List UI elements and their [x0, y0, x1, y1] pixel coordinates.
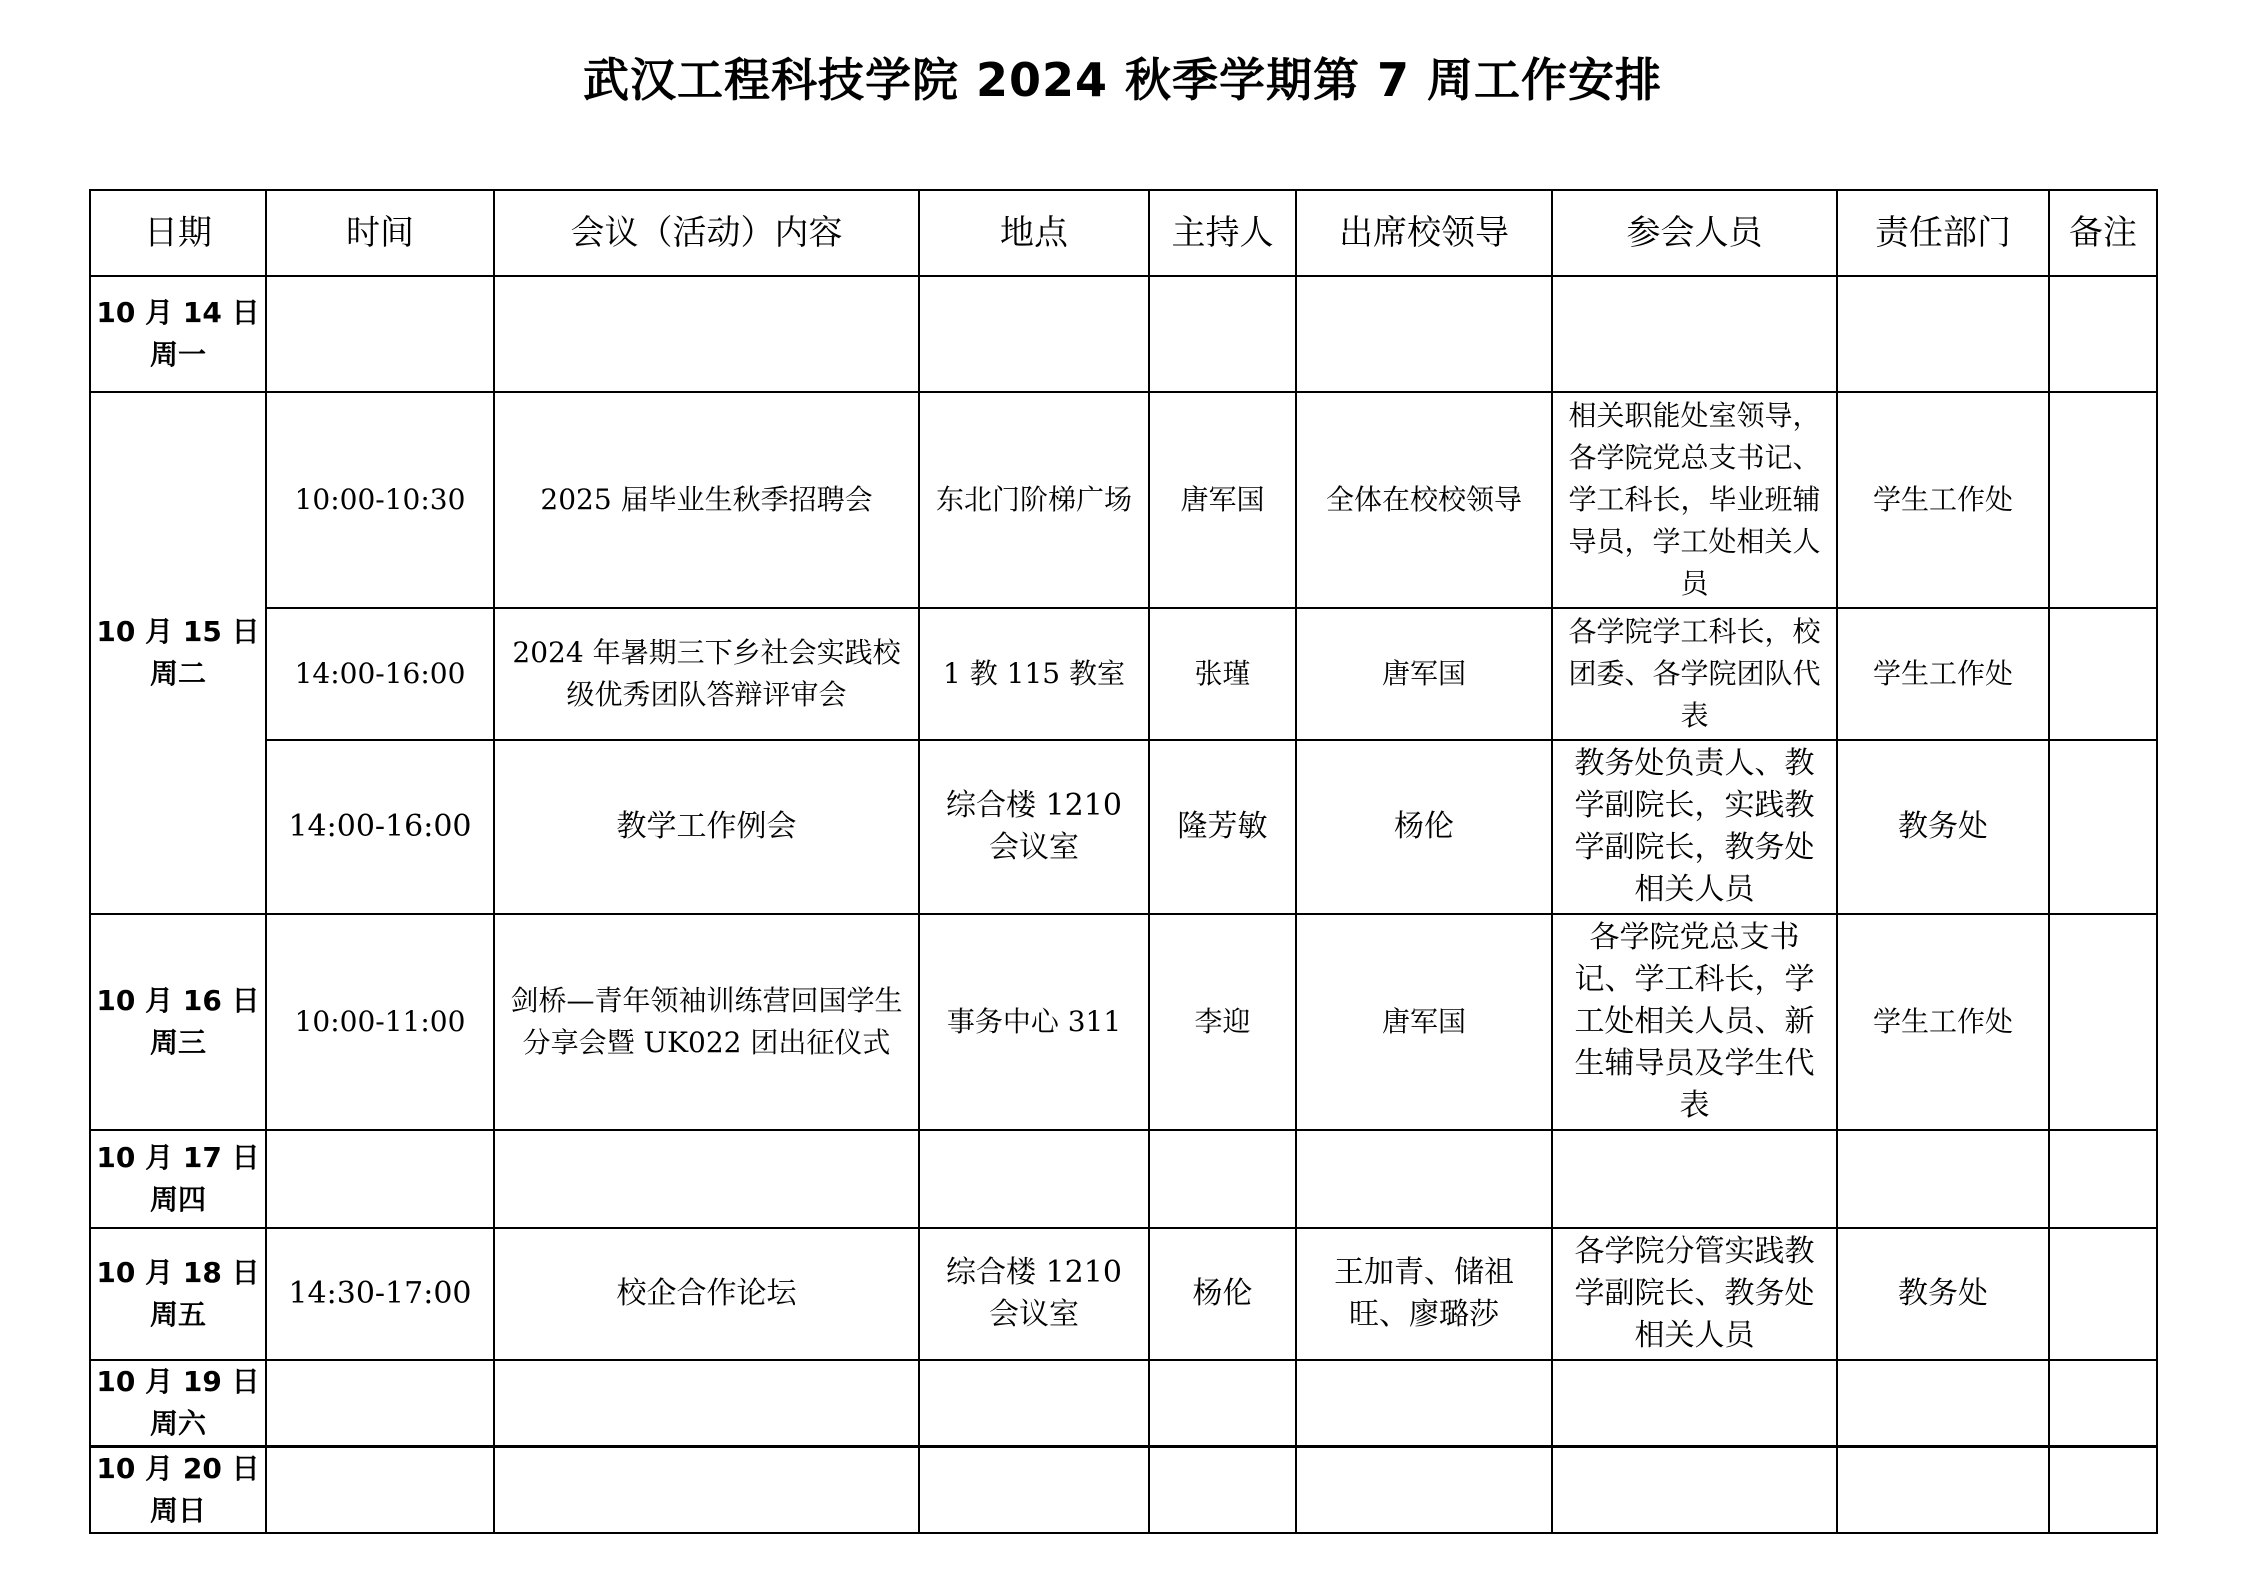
note-cell: [2049, 1228, 2157, 1360]
host-cell: 唐军国: [1149, 392, 1296, 608]
header-department: 责任部门: [1837, 190, 2049, 276]
time-cell: [266, 1360, 494, 1446]
header-attendees: 参会人员: [1552, 190, 1837, 276]
date-text: 10 月 14 日: [96, 296, 260, 329]
attendees-cell: 教务处负责人、教学副院长，实践教学副院长，教务处相关人员: [1552, 740, 1837, 914]
table-row: [90, 1447, 2157, 1533]
weekday-text: 周一: [149, 338, 206, 371]
time-cell: 14:00-16:00: [266, 740, 494, 914]
note-cell: [2049, 392, 2157, 608]
weekday-text: 周五: [149, 1298, 206, 1331]
attendees-cell: 各学院党总支书记、学工科长，学工处相关人员、新生辅导员及学生代表: [1552, 914, 1837, 1130]
time-cell: [266, 276, 494, 392]
place-cell: [919, 1447, 1149, 1533]
date-text: 10 月 15 日: [96, 615, 260, 648]
weekday-text: 周四: [149, 1183, 206, 1216]
department-cell: 学生工作处: [1837, 914, 2049, 1130]
leaders-cell: 唐军国: [1296, 608, 1552, 740]
date-text: 10 月 17 日: [96, 1141, 260, 1174]
content-cell: 校企合作论坛: [494, 1228, 919, 1360]
time-cell: [266, 1130, 494, 1228]
header-host: 主持人: [1149, 190, 1296, 276]
table-row: [90, 914, 2157, 1130]
department-cell: [1837, 1130, 2049, 1228]
note-cell: [2049, 608, 2157, 740]
table-row: [90, 1130, 2157, 1228]
date-cell: [90, 1130, 266, 1228]
leaders-cell: 唐军国: [1296, 914, 1552, 1130]
attendees-cell: [1552, 1360, 1837, 1446]
host-cell: [1149, 1360, 1296, 1446]
weekday-text: 周六: [149, 1407, 206, 1440]
host-cell: 隆芳敏: [1149, 740, 1296, 914]
leaders-cell: [1296, 1447, 1552, 1533]
table-row: [90, 1360, 2157, 1446]
department-cell: [1837, 276, 2049, 392]
weekday-text: 周日: [149, 1494, 206, 1527]
date-text: 10 月 16 日: [96, 984, 260, 1017]
schedule-table-sunday: [89, 1446, 2158, 1534]
date-cell: [90, 1228, 266, 1360]
content-cell: [494, 1130, 919, 1228]
host-cell: [1149, 1130, 1296, 1228]
content-cell: [494, 276, 919, 392]
content-cell: 2024 年暑期三下乡社会实践校级优秀团队答辩评审会: [494, 608, 919, 740]
header-leaders: 出席校领导: [1296, 190, 1552, 276]
leaders-cell: 王加青、储祖旺、廖璐莎: [1296, 1228, 1552, 1360]
leaders-cell: 杨伦: [1296, 740, 1552, 914]
time-cell: 14:30-17:00: [266, 1228, 494, 1360]
date-cell: [90, 1447, 266, 1533]
department-cell: 教务处: [1837, 740, 2049, 914]
attendees-cell: [1552, 1130, 1837, 1228]
host-cell: [1149, 1447, 1296, 1533]
date-cell: [90, 914, 266, 1130]
content-cell: 剑桥—青年领袖训练营回国学生分享会暨 UK022 团出征仪式: [494, 914, 919, 1130]
department-cell: 学生工作处: [1837, 608, 2049, 740]
header-date: 日期: [90, 190, 266, 276]
date-text: 10 月 19 日: [96, 1365, 260, 1398]
date-cell: [90, 1360, 266, 1446]
schedule-table: [89, 189, 2158, 1447]
attendees-cell: 各学院分管实践教学副院长、教务处相关人员: [1552, 1228, 1837, 1360]
note-cell: [2049, 1130, 2157, 1228]
time-cell: 10:00-11:00: [266, 914, 494, 1130]
note-cell: [2049, 1447, 2157, 1533]
place-cell: [919, 1130, 1149, 1228]
place-cell: 事务中心 311: [919, 914, 1149, 1130]
header-row: [90, 190, 2157, 276]
host-cell: 李迎: [1149, 914, 1296, 1130]
attendees-cell: 各学院学工科长，校团委、各学院团队代表: [1552, 608, 1837, 740]
table-row: [90, 740, 2157, 914]
place-cell: 综合楼 1210 会议室: [919, 1228, 1149, 1360]
department-cell: 教务处: [1837, 1228, 2049, 1360]
header-time: 时间: [266, 190, 494, 276]
weekday-text: 周三: [149, 1026, 206, 1059]
attendees-cell: [1552, 276, 1837, 392]
leaders-cell: [1296, 1360, 1552, 1446]
place-cell: [919, 276, 1149, 392]
header-content: 会议（活动）内容: [494, 190, 919, 276]
host-cell: 张瑾: [1149, 608, 1296, 740]
content-cell: 教学工作例会: [494, 740, 919, 914]
header-note: 备注: [2049, 190, 2157, 276]
leaders-cell: [1296, 1130, 1552, 1228]
note-cell: [2049, 914, 2157, 1130]
table-row: [90, 608, 2157, 740]
host-cell: [1149, 276, 1296, 392]
attendees-cell: 相关职能处室领导，各学院党总支书记、学工科长，毕业班辅导员，学工处相关人员: [1552, 392, 1837, 608]
table-row: [90, 1228, 2157, 1360]
attendees-cell: [1552, 1447, 1837, 1533]
date-text: 10 月 18 日: [96, 1256, 260, 1289]
note-cell: [2049, 1360, 2157, 1446]
header-place: 地点: [919, 190, 1149, 276]
note-cell: [2049, 740, 2157, 914]
place-cell: 1 教 115 教室: [919, 608, 1149, 740]
place-cell: 综合楼 1210 会议室: [919, 740, 1149, 914]
department-cell: 学生工作处: [1837, 392, 2049, 608]
content-cell: [494, 1447, 919, 1533]
department-cell: [1837, 1360, 2049, 1446]
leaders-cell: 全体在校校领导: [1296, 392, 1552, 608]
date-cell: [90, 276, 266, 392]
content-cell: 2025 届毕业生秋季招聘会: [494, 392, 919, 608]
table-row: [90, 392, 2157, 608]
table-row: [90, 276, 2157, 392]
leaders-cell: [1296, 276, 1552, 392]
time-cell: 14:00-16:00: [266, 608, 494, 740]
place-cell: [919, 1360, 1149, 1446]
place-cell: 东北门阶梯广场: [919, 392, 1149, 608]
date-text: 10 月 20 日: [96, 1452, 260, 1485]
note-cell: [2049, 276, 2157, 392]
host-cell: 杨伦: [1149, 1228, 1296, 1360]
date-cell: [90, 392, 266, 914]
weekday-text: 周二: [149, 657, 206, 690]
department-cell: [1837, 1447, 2049, 1533]
time-cell: 10:00-10:30: [266, 392, 494, 608]
content-cell: [494, 1360, 919, 1446]
page-title: 武汉工程科技学院 2024 秋季学期第 7 周工作安排: [582, 53, 1663, 107]
time-cell: [266, 1447, 494, 1533]
